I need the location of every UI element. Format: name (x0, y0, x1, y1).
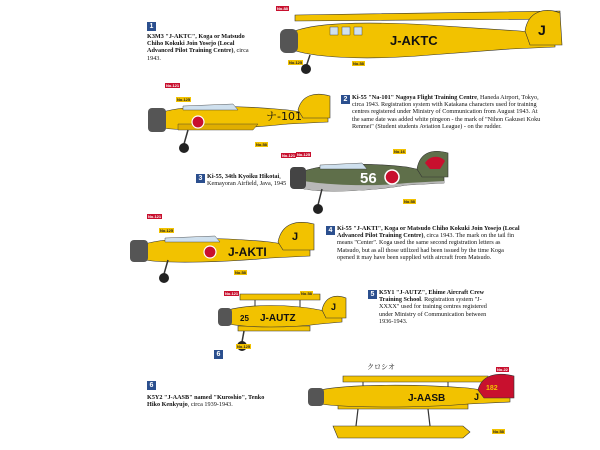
tag-no58: No.58 (301, 291, 312, 296)
k5y2-tail-number: 182 (486, 385, 498, 392)
ki55-hinomaru (192, 116, 204, 128)
entry-5-number: 5 (368, 290, 377, 299)
k3m3-wing (295, 11, 560, 21)
tag-no125: No.125 (160, 228, 174, 233)
entry-4-detail: , circa 1943. The mark on the tail fin means "Center". Koga used the same second registration letters as Matsudo, but as all those utilized had been issued by the time Koga opened it may have been supplied with aircraft from Matsudo. (337, 232, 515, 261)
k5y2-plane-illustration (298, 372, 528, 447)
k5y1-registration: J-AUTZ (260, 313, 296, 324)
tag-no121: No.121 (225, 291, 239, 296)
ki55-jakti-plane-illustration (120, 218, 320, 288)
tag-no125: No.125 (237, 344, 251, 349)
ki55-engine (148, 108, 166, 132)
ki55-jakti-engine (130, 240, 148, 262)
ki55-jakti-registration: J-AKTI (228, 245, 267, 259)
entry-3-detail: , Kemayoran Airfield, Java, 1945 (207, 173, 287, 188)
ki55-na101-registration: ナ-101 (266, 110, 302, 123)
ki55-wheel (179, 143, 189, 153)
ki55-canopy (183, 104, 238, 110)
k5y1-plane-illustration (210, 288, 350, 353)
tag-no88: No.88 (277, 6, 288, 11)
ki55-56-engine (290, 167, 306, 189)
k3m3-window (330, 27, 338, 35)
k5y1-fuselage-number: 25 (240, 314, 249, 323)
k5y2-tail-letter: J (474, 392, 480, 402)
tag-no125: No.125 (297, 152, 311, 157)
entry-2-number: 2 (341, 95, 350, 104)
entry-6-caption (147, 394, 272, 408)
ki55-56-hinomaru (385, 170, 399, 184)
entry-2-title: Ki-55 "Na-101" Nagoya Flight Training Centre (352, 94, 477, 101)
tag-no58: No.58 (256, 142, 267, 147)
entry-5-title: K5Y1 "J-AUTZ", Ehime Aircraft Crew Training School (379, 289, 485, 304)
k5y1-tail-letter: J (331, 302, 337, 312)
entry-2-detail: , Haneda Airport, Tokyo, circa 1943. Registration system with Katakana characters used for training centres registered under Ministry of Communication from August 1943. At the same date was added white pingeon - the mark of "Nihon Gakusei Koku Renmei" (Student students Aviation League) - on the rudder. (352, 94, 541, 130)
entry-5-caption (379, 289, 499, 325)
entry-3-title: Ki-55, 34th Kyoiku Hikotai (207, 173, 280, 180)
k5y2-upper-wing (343, 376, 488, 382)
entry-1-detail: , circa 1943. (147, 47, 249, 62)
entry-6-title: K5Y2 "J-AASB" named "Kuroshio", Tenko Hiko Kenkyujo (147, 394, 265, 409)
tag-no125: No.125 (177, 97, 191, 102)
tag-no121: No.121 (166, 83, 180, 88)
entry-3-number: 3 (196, 174, 205, 183)
k5y2-name-katakana: クロシオ (367, 363, 395, 371)
k5y1-engine (218, 308, 232, 326)
k5y2-float-strut (428, 409, 430, 426)
ki55-56-canopy (320, 163, 367, 169)
k5y2-engine (308, 388, 324, 406)
ki55-56-wheel (313, 204, 323, 214)
k5y2-main-float (333, 426, 470, 438)
tag-no58: No.58 (493, 429, 504, 434)
tag-no16: No.16 (394, 149, 405, 154)
entry-2-caption (352, 94, 542, 130)
ki55-wing (178, 124, 258, 130)
ki55-jakti-tail-letter: J (292, 231, 299, 243)
entry-6-number: 6 (147, 381, 156, 390)
ki55-jakti-canopy (165, 236, 220, 242)
k3m3-engine (280, 29, 298, 53)
ki55-gear-strut (184, 130, 188, 144)
ki55-jakti-hinomaru (204, 246, 216, 258)
k3m3-window (342, 27, 350, 35)
entry-1-title: K3M3 "J-AKTC", Koga or Matsudo Chiho Kokuki Join Yosejo (Local Advanced Pilot Training Centre) (147, 33, 245, 55)
k3m3-wheel (301, 64, 311, 74)
k3m3-tail-letter: J (538, 22, 546, 38)
entry-4-title: Ki-55 "J-AKTI", Koga or Matsudo Chiho Kokuki Join Yosejo (Local Advanced Pilot Training Centre) (337, 225, 520, 240)
entry-5-marker: 6 (214, 350, 223, 359)
k3m3-registration: J-AKTC (390, 33, 438, 48)
tag-no121: No.121 (282, 153, 296, 158)
entry-3-caption (207, 173, 287, 187)
ki55-56-number: 56 (360, 170, 377, 187)
k5y2-float-strut (356, 409, 358, 426)
k5y2-registration: J-AASB (408, 393, 446, 404)
entry-5-detail: . Registration system "J-XXXX" used for training centres registered under Ministry of Communication between 1936-1943. (379, 296, 487, 325)
ki55-tail (298, 94, 330, 118)
k3m3-window (354, 27, 362, 35)
tag-no22: No.22 (497, 367, 508, 372)
entry-1-caption (147, 33, 262, 62)
tag-no58: No.58 (235, 270, 246, 275)
entry-1-number: 1 (147, 22, 156, 31)
ki55-jakti-wheel (159, 273, 169, 283)
tag-no121: No.121 (148, 214, 162, 219)
entry-4-number: 4 (326, 226, 335, 235)
tag-no58: No.58 (353, 61, 364, 66)
k5y1-gear-strut (242, 331, 244, 342)
k3m3-plane-illustration (270, 5, 570, 75)
tag-no58: No.58 (404, 199, 415, 204)
tag-no125: No.125 (289, 60, 303, 65)
entry-4-caption (337, 225, 522, 261)
entry-6-detail: , circa 1939-1943. (187, 401, 233, 409)
ki55-56-gear-strut (318, 189, 322, 205)
